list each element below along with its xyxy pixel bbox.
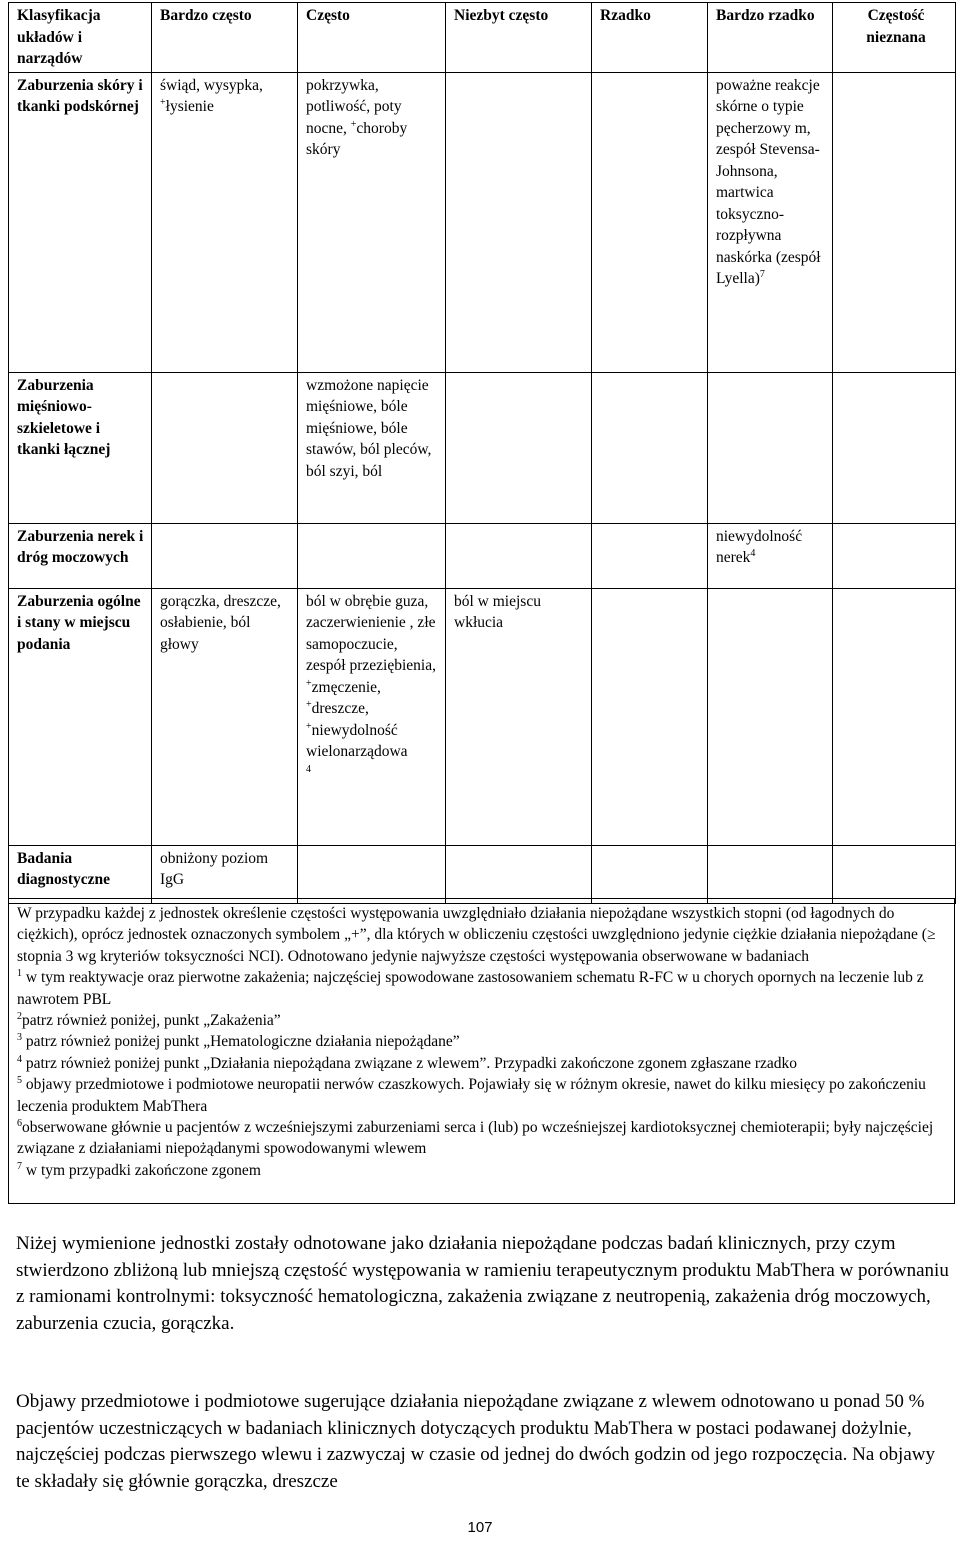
header-very-common: Bardzo często [152, 3, 298, 73]
very-common-cell: obniżony poziom IgG [152, 845, 298, 903]
header-uncommon: Niezbyt często [446, 3, 592, 73]
soc-cell: Zaburzenia nerek i dróg moczowych [9, 523, 152, 588]
unknown-cell [833, 845, 956, 903]
uncommon-cell [446, 523, 592, 588]
common-cell: pokrzywka, potliwość, poty nocne, +choroby skóry [298, 72, 446, 372]
page-number: 107 [467, 1519, 493, 1536]
table-row [9, 845, 956, 903]
common-cell [298, 845, 446, 903]
table-header-row [9, 3, 956, 73]
uncommon-cell [446, 72, 592, 372]
body-paragraph: Objawy przedmiotowe i podmiotowe sugerujące działania niepożądane związane z wlewem odnotowano u ponad 50 % pacjentów uczestniczących w badaniach klinicznych dotyczących produktu MabThera w postaci podawanej dożylnie, najczęściej podczas pierwszego wlewu i zazwyczaj w czasie od jednej do dwóch godzin od jego rozpoczęcia. Na objawy te składały się głównie gorączka, dreszcze [16, 1391, 935, 1492]
header-unknown: Częstość nieznana [833, 3, 956, 73]
footnote-item: $^3$ patrz również poniżej punkt „Hematologiczne działania niepożądane” [17, 1032, 460, 1051]
footnote-item: $^1$ w tym reaktywacje oraz pierwotne zakażenia; najczęściej spowodowane zastosowaniem schematu R-FC w u chorych opornych na leczenie lub z nawrotem PBL [17, 968, 924, 1008]
footnote-item: $^5$ objawy przedmiotowe i podmiotowe neuropatii nerwów czaszkowych. Pojawiały się w różnym okresie, nawet do kilku miesięcy po zakończeniu leczenia produktem MabThera [17, 1075, 926, 1115]
soc-cell: Zaburzenia mięśniowo-szkieletowe i tkanki łącznej [9, 372, 152, 523]
table-row [9, 372, 956, 523]
footnote-item: $^2$patrz również poniżej, punkt „Zakażenia” [17, 1011, 281, 1030]
common-cell: wzmożone napięcie mięśniowe, bóle mięśniowe, bóle stawów, ból pleców, ból szyi, ból [298, 372, 446, 523]
very-common-cell [152, 372, 298, 523]
very-common-cell [152, 523, 298, 588]
rare-cell [592, 372, 708, 523]
rare-cell [592, 72, 708, 372]
header-very-rare: Bardzo rzadko [708, 3, 833, 73]
soc-cell: Zaburzenia skóry i tkanki podskórnej [9, 72, 152, 372]
footnotes-box [8, 898, 955, 1204]
rare-cell [592, 845, 708, 903]
table-row [9, 72, 956, 372]
rare-cell [592, 523, 708, 588]
header-soc: Klasyfikacja układów i narządów [9, 3, 152, 73]
footnote-intro: W przypadku każdej z jednostek określenie częstości występowania uwzględniało działania niepożądane wszystkich stopni (od łagodnych do ciężkich), oprócz jednostek oznaczonych symbolem „+”, dla których w obliczeniu częstości uwzględniono jedynie ciężkie działania niepożądane (≥ stopnia 3 wg kryteriów toksyczności NCI). Odnotowano jedynie najwyższe częstości występowania obserwowane w badaniach [17, 905, 936, 965]
footnote-item: $^6$obserwowane głównie u pacjentów z wcześniejszymi zaburzeniami serca i (lub) po wcześniejszej kardiotoksycznej chemioterapii; były najczęściej związane z działaniami niepożądanymi spowodowanymi wlewem [17, 1118, 934, 1158]
header-common: Często [298, 3, 446, 73]
very-common-cell: świąd, wysypka, +łysienie [152, 72, 298, 372]
common-cell: ból w obrębie guza, zaczerwienienie , złe samopoczucie, zespół przeziębienia, +zmęczenie, +dreszcze, +niewydolność wielonarządowa 4 [298, 588, 446, 845]
table-row [9, 588, 956, 845]
unknown-cell [833, 588, 956, 845]
footnote-item: $^7$ w tym przypadki zakończone zgonem [17, 1160, 261, 1179]
uncommon-cell [446, 372, 592, 523]
soc-cell: Zaburzenia ogólne i stany w miejscu podania [9, 588, 152, 845]
uncommon-cell [446, 845, 592, 903]
common-cell [298, 523, 446, 588]
body-paragraph: Niżej wymienione jednostki zostały odnotowane jako działania niepożądane podczas badań klinicznych, przy czym stwierdzono zbliżoną lub mniejszą częstość występowania w ramieniu terapeutycznym produktu MabThera w porównaniu z ramionami kontrolnymi: toksyczność hematologiczna, zakażenia związane z neutropenią, zakażenia dróg moczowych, zaburzenia czucia, gorączka. [16, 1233, 949, 1334]
table-row [9, 523, 956, 588]
very-rare-cell [708, 372, 833, 523]
adverse-reactions-table [8, 2, 956, 904]
unknown-cell [833, 523, 956, 588]
very-rare-cell [708, 588, 833, 845]
unknown-cell [833, 372, 956, 523]
very-common-cell: gorączka, dreszcze, osłabienie, ból głowy [152, 588, 298, 845]
very-rare-cell [708, 845, 833, 903]
rare-cell [592, 588, 708, 845]
header-rare: Rzadko [592, 3, 708, 73]
soc-cell: Badania diagnostyczne [9, 845, 152, 903]
uncommon-cell: ból w miejscu wkłucia [446, 588, 592, 845]
footnote-item: $^4$ patrz również poniżej punkt „Działania niepożądana związane z wlewem”. Przypadki zakończone zgonem zgłaszane rzadko [17, 1053, 798, 1072]
very-rare-cell: niewydolność nerek$^4$ [708, 523, 833, 588]
very-rare-cell: poważne reakcje skórne o typie pęcherzowy m, zespół Stevensa-Johnsona, martwica toksyczno-rozpływna naskórka (zespół Lyella)$^7$ [708, 72, 833, 372]
unknown-cell [833, 72, 956, 372]
